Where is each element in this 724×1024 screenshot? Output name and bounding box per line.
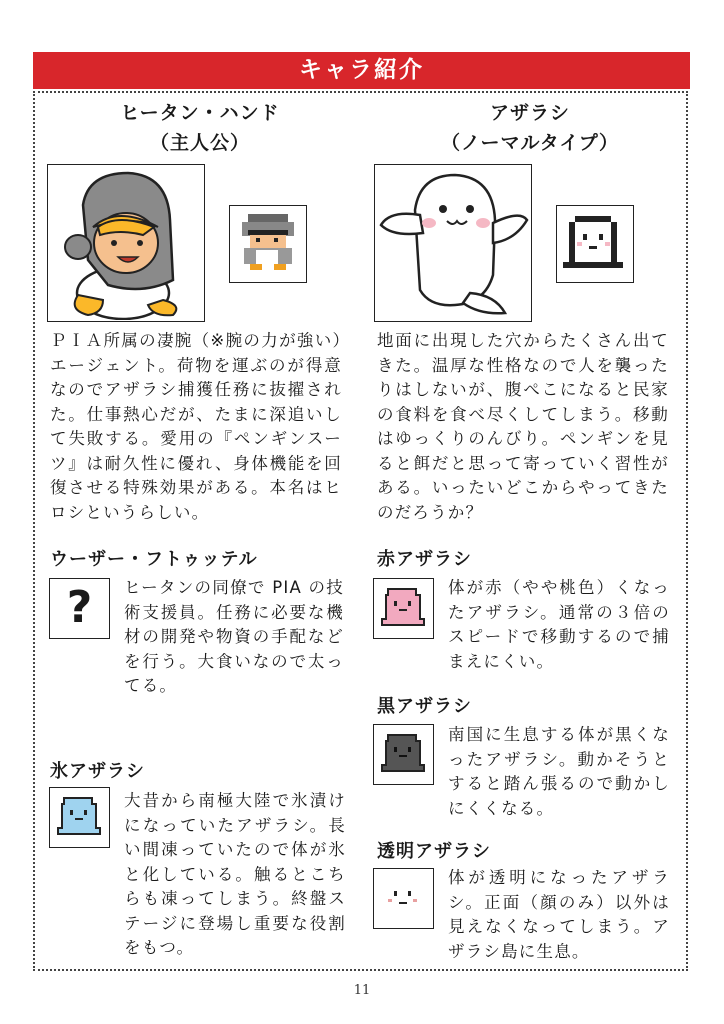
usa-description: ヒータンの同僚で PIA の技術支援員。任務に必要な機材の開発や物資の手配などを行う。大食いなので太ってる。 [124,578,344,695]
red-seal-icon-box [373,578,434,639]
hetan-description: ＰＩＡ所属の凄腕（※腕の力が強い）エージェント。荷物を運ぶのが得意なのでアザラシ捕獲任務に抜擢された。仕事熱心だが、たまに深追いして失敗する。愛用の『ペンギンスーツ』は耐久性に優れ、身体機能を回復させる特殊効果がある。本名はヒロシというらしい。 [50,331,342,522]
azarashi-description: 地面に出現した穴からたくさん出てきた。温厚な性格なので人を襲ったりはしないが、腹ぺこになると民家の食料を食べ尽くしてしまう。移動はゆっくりのんびり。ペンギンを見ると餌だと思って寄っていく習性がある。いったいどこからやってきたのだろうか？ [377,331,669,522]
hetan-role: （主人公） [149,132,250,154]
clear-seal-icon [374,869,432,927]
hetan-pixel-sprite [229,205,307,283]
title-banner: キャラ紹介 [33,52,690,89]
question-mark-icon: ? [66,582,93,633]
red-seal-icon [374,579,432,637]
black-seal-name: 黒アザラシ [377,696,472,717]
hetan-name: ヒータン・ハンド [120,102,280,124]
clear-seal-description: 体が透明になったアザラシ。正面（顔のみ）以外は見えなくなってしまう。アザラシ島に生息。 [448,868,670,961]
black-seal-icon [374,725,432,783]
seal-icon [375,165,530,320]
azarashi-name: アザラシ [489,102,570,124]
ice-seal-icon [50,788,108,846]
hetan-penguin-suit-icon [48,165,203,320]
azarashi-pixel-sprite [556,205,634,283]
azarashi-header [380,98,680,158]
usa-name: ウーザー・フトゥッテル [50,549,258,570]
page-number: 11 [353,983,371,998]
clear-seal-name: 透明アザラシ [377,841,491,862]
azarashi-role: （ノーマルタイプ） [441,132,619,154]
ice-seal-icon-box [49,787,110,848]
clear-seal-icon-box [373,868,434,929]
ice-seal-name: 氷アザラシ [50,761,145,782]
seal-sprite-icon [557,206,632,281]
hetan-sprite-icon [230,206,305,281]
red-seal-description: 体が赤（やや桃色）くなったアザラシ。通常の３倍のスピードで移動するので捕まえにくい。 [448,578,670,671]
black-seal-description: 南国に生息する体が黒くなったアザラシ。動かそうとすると踏ん張るので動かしにくくなる。 [448,725,670,818]
hetan-illustration [47,164,205,322]
hetan-header [60,98,340,158]
ice-seal-description: 大昔から南極大陸で氷漬けになっていたアザラシ。長い間凍っていたので体が氷と化している。触るとこちらも凍ってしまう。終盤ステージに登場し重要な役割をもつ。 [124,791,346,957]
usa-icon-box [49,578,110,639]
red-seal-name: 赤アザラシ [377,549,472,570]
azarashi-illustration [374,164,532,322]
black-seal-icon-box [373,724,434,785]
